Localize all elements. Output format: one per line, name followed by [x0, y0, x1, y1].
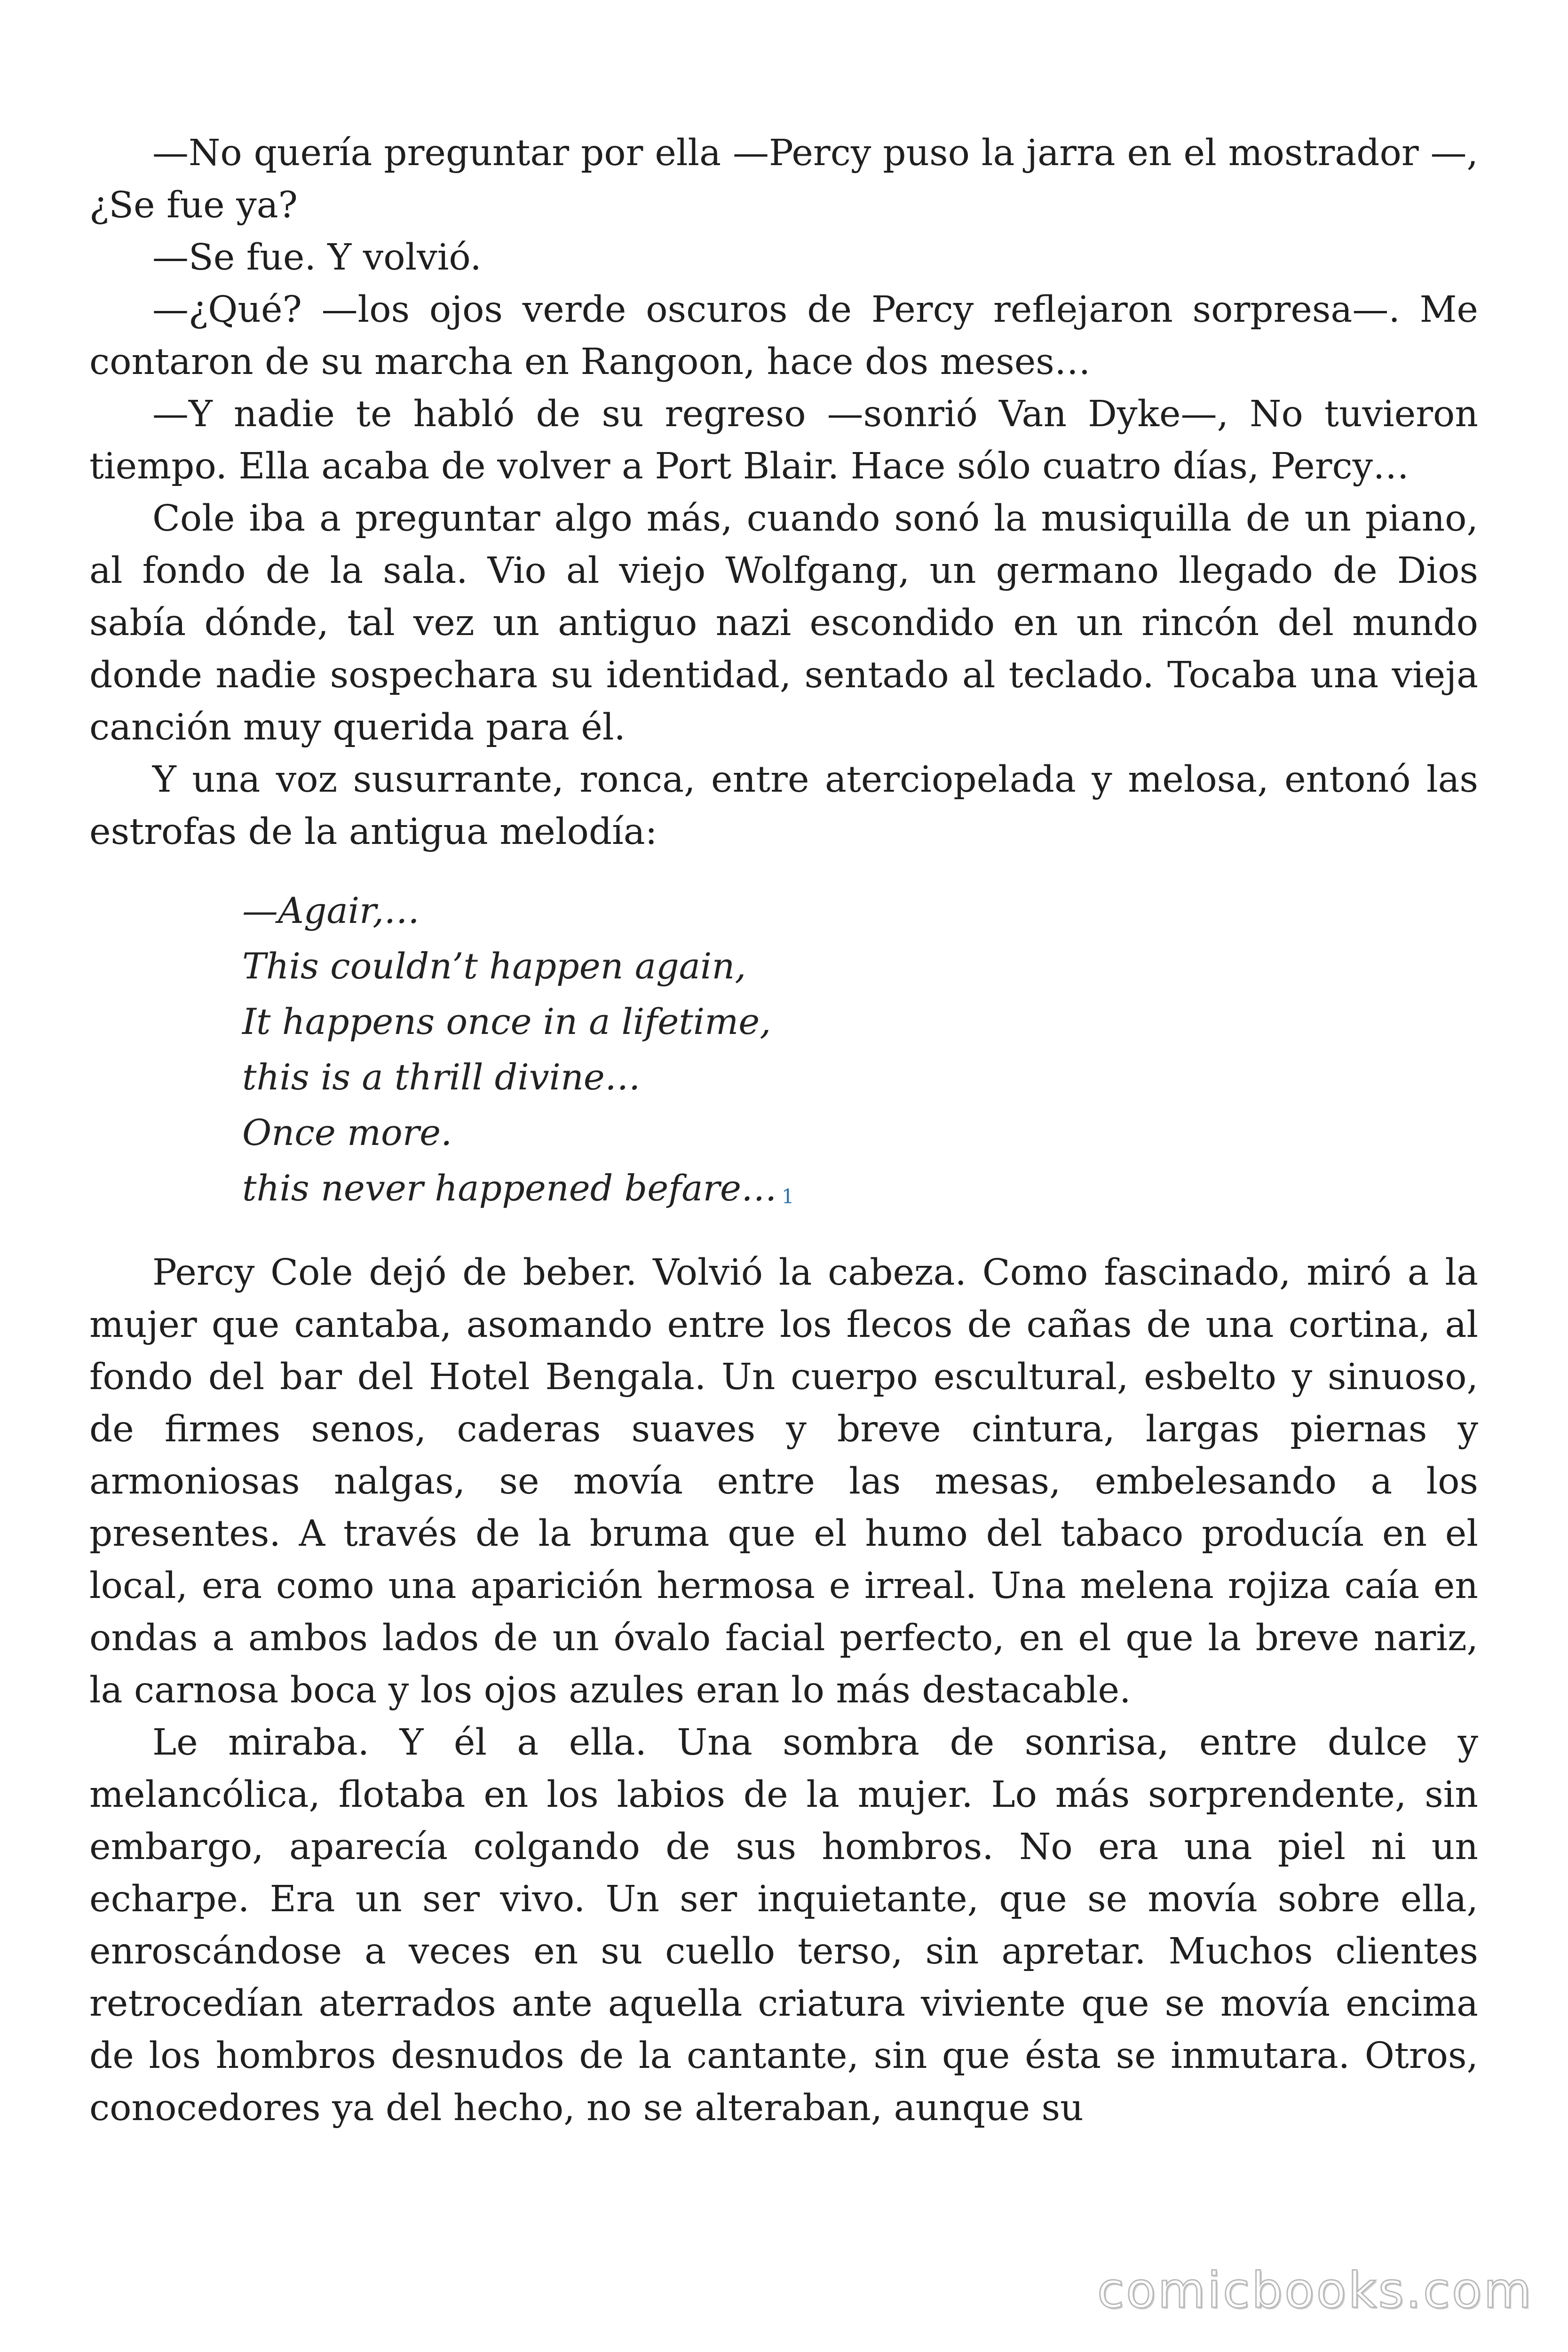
paragraph-piano: Cole iba a preguntar algo más, cuando sonó la musiquilla de un piano, al fondo de la sala. Vio al viejo Wolfgang, un germano llegado de Dios sabía dónde, tal vez un antiguo nazi escondido en un rincón del mundo donde nadie sospechara su identidad, sentado al teclado. Tocaba una vieja canción muy querida para él. — [89, 498, 1478, 748]
verse-line: —Agair,… — [242, 890, 420, 931]
book-page — [89, 127, 1478, 2134]
verse-line-last — [242, 1160, 1478, 1222]
verse-line: Once more. — [242, 1112, 452, 1153]
paragraph-dialogue-4: —Y nadie te habló de su regreso —sonrió Van Dyke—, No tuvieron tiempo. Ella acaba de volver a Port Blair. Hace sólo cuatro días, Percy… — [89, 393, 1478, 487]
paragraph-dialogue-1: —No quería preguntar por ella —Percy puso la jarra en el mostrador —, ¿Se fue ya? — [89, 132, 1478, 226]
verse-line: this is a thrill divine… — [242, 1056, 641, 1098]
footnote-link[interactable]: 1 — [781, 1185, 794, 1208]
paragraph-voice: Y una voz susurrante, ronca, entre aterciopelada y melosa, entonó las estrofas de la antigua melodía: — [89, 759, 1478, 853]
paragraph-dialogue-2: —Se fue. Y volvió. — [152, 237, 482, 278]
paragraph-creature: Le miraba. Y él a ella. Una sombra de sonrisa, entre dulce y melancólica, flotaba en los labios de la mujer. Lo más sorprendente, sin embargo, aparecía colgando de sus hombros. No era una piel ni un echarpe. Era un ser vivo. Un ser inquietante, que se movía sobre ella, enroscándose a veces en su cuello terso, sin apretar. Muchos clientes retrocedían aterrados ante aquella criatura viviente que se movía encima de los hombros desnudos de la cantante, sin que ésta se inmutara. Otros, conocedores ya del hecho, no se alteraban, aunque su — [89, 1722, 1478, 2129]
watermark-logo: comicbooks.com — [1097, 2262, 1533, 2319]
paragraph-singer-description: Percy Cole dejó de beber. Volvió la cabeza. Como fascinado, miró a la mujer que cantaba, asomando entre los flecos de cañas de una cortina, al fondo del bar del Hotel Bengala. Un cuerpo escultural, esbelto y sinuoso, de firmes senos, caderas suaves y breve cintura, largas piernas y armoniosas nalgas, se movía entre las mesas, embelesando a los presentes. A través de la bruma que el humo del tabaco producía en el local, era como una aparición hermosa e irreal. Una melena rojiza caía en ondas a ambos lados de un óvalo facial perfecto, en el que la breve nariz, la carnosa boca y los ojos azules eran lo más destacable. — [89, 1252, 1478, 1711]
verse-line: This couldn’t happen again, — [242, 945, 746, 987]
verse-line: It happens once in a lifetime, — [242, 1001, 771, 1042]
verse-line-text: this never happened befare… — [242, 1167, 777, 1209]
paragraph-dialogue-3: —¿Qué? —los ojos verde oscuros de Percy reflejaron sorpresa—. Me contaron de su marcha en Rangoon, hace dos meses… — [89, 289, 1478, 383]
song-verse — [242, 883, 1478, 1222]
